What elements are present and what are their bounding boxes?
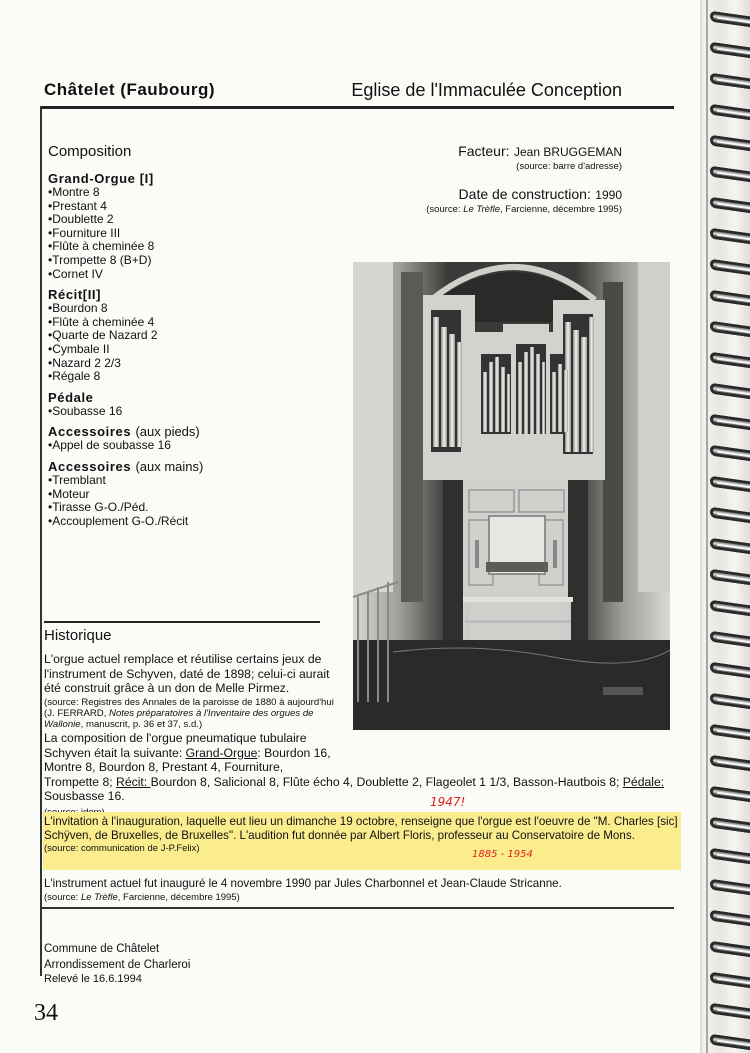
top-rule xyxy=(40,106,674,109)
spiral-coil-icon xyxy=(710,941,750,959)
stop-list xyxy=(48,302,308,384)
handwritten-year-note: 1947! xyxy=(430,795,466,809)
construction-date-label: Date de construction: xyxy=(458,186,591,202)
stop-item: • Appel de soubasse 16 xyxy=(48,439,308,453)
stop-item: • Cornet IV xyxy=(48,268,308,282)
division-suffix: (aux mains) xyxy=(135,458,204,474)
source-title: Notes préparatoires à l'Inventaire des orgues de Wallonie xyxy=(44,707,314,730)
historique-heading: Historique xyxy=(44,627,112,644)
division-name: Accessoires xyxy=(48,458,132,474)
spiral-coil-icon xyxy=(710,817,750,835)
text-run: La composition de l'orgue pneumatique tubulaire Schyven était la suivante: xyxy=(44,731,307,760)
text-run: Trompette 8; xyxy=(44,774,117,789)
spiral-coil-icon xyxy=(710,414,750,432)
spiral-coil-icon xyxy=(710,972,750,990)
historique-rule xyxy=(44,621,320,623)
division-name: Accessoires xyxy=(48,424,132,440)
locality-title: Châtelet (Faubourg) xyxy=(44,80,215,99)
paragraph-3-source: (source: communication de J-P.Felix) xyxy=(44,843,200,854)
spiral-coil-icon xyxy=(710,445,750,463)
division-heading xyxy=(48,287,308,302)
paragraph-4-source xyxy=(44,891,678,905)
source-prefix: (source: xyxy=(426,204,464,215)
stop-list xyxy=(48,186,308,281)
spiral-coil-icon xyxy=(710,135,750,153)
division-heading xyxy=(48,424,308,439)
church-title: Eglise de l'Immaculée Conception xyxy=(351,80,622,100)
organ-photo xyxy=(353,262,670,730)
division-heading xyxy=(48,171,308,186)
historique-paragraph-3 xyxy=(44,815,678,856)
text-run: Bourdon 8, Salicional 8, Flûte écho 4, Doublette 2, Flageolet 1 1/3, Basson-Hautbois 8; xyxy=(150,774,623,789)
stop-item: • Soubasse 16 xyxy=(48,405,308,419)
text-run: Sousbasse 16. xyxy=(44,789,125,803)
paragraph-2-opening xyxy=(44,731,339,775)
division-heading xyxy=(48,459,308,474)
page-edge xyxy=(706,0,708,1053)
spiral-coil-icon xyxy=(710,321,750,339)
spiral-coil-icon xyxy=(710,259,750,277)
paragraph-3-text: L'invitation à l'inauguration, laquelle eut lieu un dimanche 19 octobre, renseigne que l'orgue est l'oeuvre de "M. Charles [sic] Schÿven, de Bruxelles, de Bruxelles". L'audition fut donnée par Albert Floris, professeur au Conservatoire de Mons. xyxy=(44,815,678,842)
builder-block xyxy=(458,143,622,172)
spiral-coil-icon xyxy=(710,1003,750,1021)
spiral-coil-icon xyxy=(710,786,750,804)
construction-date-source xyxy=(426,204,622,215)
spiral-coil-icon xyxy=(710,352,750,370)
source-text: (source: Registres des Annales de la paroisse de 1880 à aujourd'hui (J. FERRARD, xyxy=(44,696,334,719)
stop-list xyxy=(48,405,308,419)
source-title: Le Trèfle xyxy=(463,204,501,215)
stop-list xyxy=(48,474,308,528)
stop-item: • Tremblant xyxy=(48,474,308,488)
organ-photo-icon xyxy=(353,262,670,730)
stop-item: • Nazard 2 2/3 xyxy=(48,357,308,371)
historique-paragraph-1: L'orgue actuel remplace et réutilise certains jeux de l'instrument de Schyven, daté de 1898; celui-ci aurait été construit grâce à un don de Melle Pirmez. xyxy=(44,652,330,695)
spiral-coil-icon xyxy=(710,290,750,308)
spiral-coil-icon xyxy=(710,228,750,246)
bottom-rule xyxy=(40,907,674,909)
source-suffix: , Farcienne, décembre 1995) xyxy=(500,204,622,215)
text-run: : Bourdon 16, Montre 8, Bourdon 8, Prestant 4, Fourniture, xyxy=(44,745,331,774)
underlined-division: Grand-Orgue xyxy=(185,745,258,760)
paragraph-4-text: L'instrument actuel fut inauguré le 4 novembre 1990 par Jules Charbonnel et Jean-Claude Stricanne. xyxy=(44,877,562,890)
division-name: Grand-Orgue [I] xyxy=(48,171,154,186)
spiral-coil-icon xyxy=(710,662,750,680)
construction-date-block xyxy=(426,186,622,215)
spiral-coil-icon xyxy=(710,507,750,525)
underlined-division: Pédale: xyxy=(622,774,665,789)
stop-item: • Montre 8 xyxy=(48,186,308,200)
underlined-division: Récit: xyxy=(116,774,151,789)
composition-heading: Composition xyxy=(48,143,132,160)
divisions-list xyxy=(48,171,308,528)
historique-section xyxy=(44,627,334,730)
historique-paragraph-1-source xyxy=(44,697,334,730)
builder-label: Facteur: xyxy=(458,143,510,159)
commune-name: Commune de Châtelet xyxy=(44,943,160,955)
stop-item: • Quarte de Nazard 2 xyxy=(48,329,308,343)
spiral-coil-icon xyxy=(710,693,750,711)
historique-paragraph-4 xyxy=(44,877,678,904)
spiral-coil-icon xyxy=(710,600,750,618)
stop-item: • Moteur xyxy=(48,488,308,502)
spiral-coil-icon xyxy=(710,755,750,773)
survey-date: Relevé le 16.6.1994 xyxy=(44,973,142,985)
division-name: Récit[II] xyxy=(48,287,102,303)
spiral-coil-icon xyxy=(710,569,750,587)
stop-item: • Cymbale II xyxy=(48,343,308,357)
spiral-coil-icon xyxy=(710,73,750,91)
spiral-coil-icon xyxy=(710,879,750,897)
stop-item: • Fourniture III xyxy=(48,227,308,241)
stop-item: • Régale 8 xyxy=(48,370,308,384)
spiral-coil-icon xyxy=(710,910,750,928)
construction-date-value: 1990 xyxy=(595,188,622,202)
spiral-coil-icon xyxy=(710,538,750,556)
handwritten-lifespan-note: 1885 - 1954 xyxy=(472,849,533,860)
commune-block xyxy=(44,941,190,973)
source-suffix: , Farcienne, décembre 1995) xyxy=(117,891,240,903)
historique-paragraph-2 xyxy=(44,731,684,820)
page-number: 34 xyxy=(34,1000,58,1026)
spiral-coil-icon xyxy=(710,848,750,866)
left-rule xyxy=(40,106,42,976)
stop-item: • Flûte à cheminée 8 xyxy=(48,240,308,254)
spiral-coil-icon xyxy=(710,11,750,29)
composition-section xyxy=(48,143,308,528)
spiral-coil-icon xyxy=(710,631,750,649)
source-title: Le Trèfle xyxy=(80,891,118,903)
stop-item: • Flûte à cheminée 4 xyxy=(48,316,308,330)
spiral-coil-icon xyxy=(710,724,750,742)
stop-item: • Doublette 2 xyxy=(48,213,308,227)
builder-value: Jean BRUGGEMAN xyxy=(513,145,622,159)
source-prefix: (source: xyxy=(44,891,81,903)
division-name: Pédale xyxy=(48,389,94,405)
spiral-coil-icon xyxy=(710,383,750,401)
source-text: , manuscrit, p. 36 et 37, s.d.) xyxy=(80,718,203,730)
spiral-coil-icon xyxy=(710,104,750,122)
stop-item: • Trompette 8 (B+D) xyxy=(48,254,308,268)
stop-list xyxy=(48,439,308,453)
arrondissement-name: Arrondissement de Charleroi xyxy=(44,959,191,971)
spiral-coil-icon xyxy=(710,166,750,184)
spiral-coil-icon xyxy=(710,476,750,494)
builder-source: (source: barre d'adresse) xyxy=(516,161,622,172)
spiral-binding xyxy=(700,0,750,1053)
spiral-coil-icon xyxy=(710,42,750,60)
stop-item: • Tirasse G-O./Péd. xyxy=(48,501,308,515)
division-suffix: (aux pieds) xyxy=(135,424,200,440)
spiral-coil-icon xyxy=(710,197,750,215)
stop-item: • Prestant 4 xyxy=(48,200,308,214)
stop-item: • Accouplement G-O./Récit xyxy=(48,515,308,529)
stop-item: • Bourdon 8 xyxy=(48,302,308,316)
spiral-coil-icon xyxy=(710,1034,750,1052)
division-heading xyxy=(48,390,308,405)
